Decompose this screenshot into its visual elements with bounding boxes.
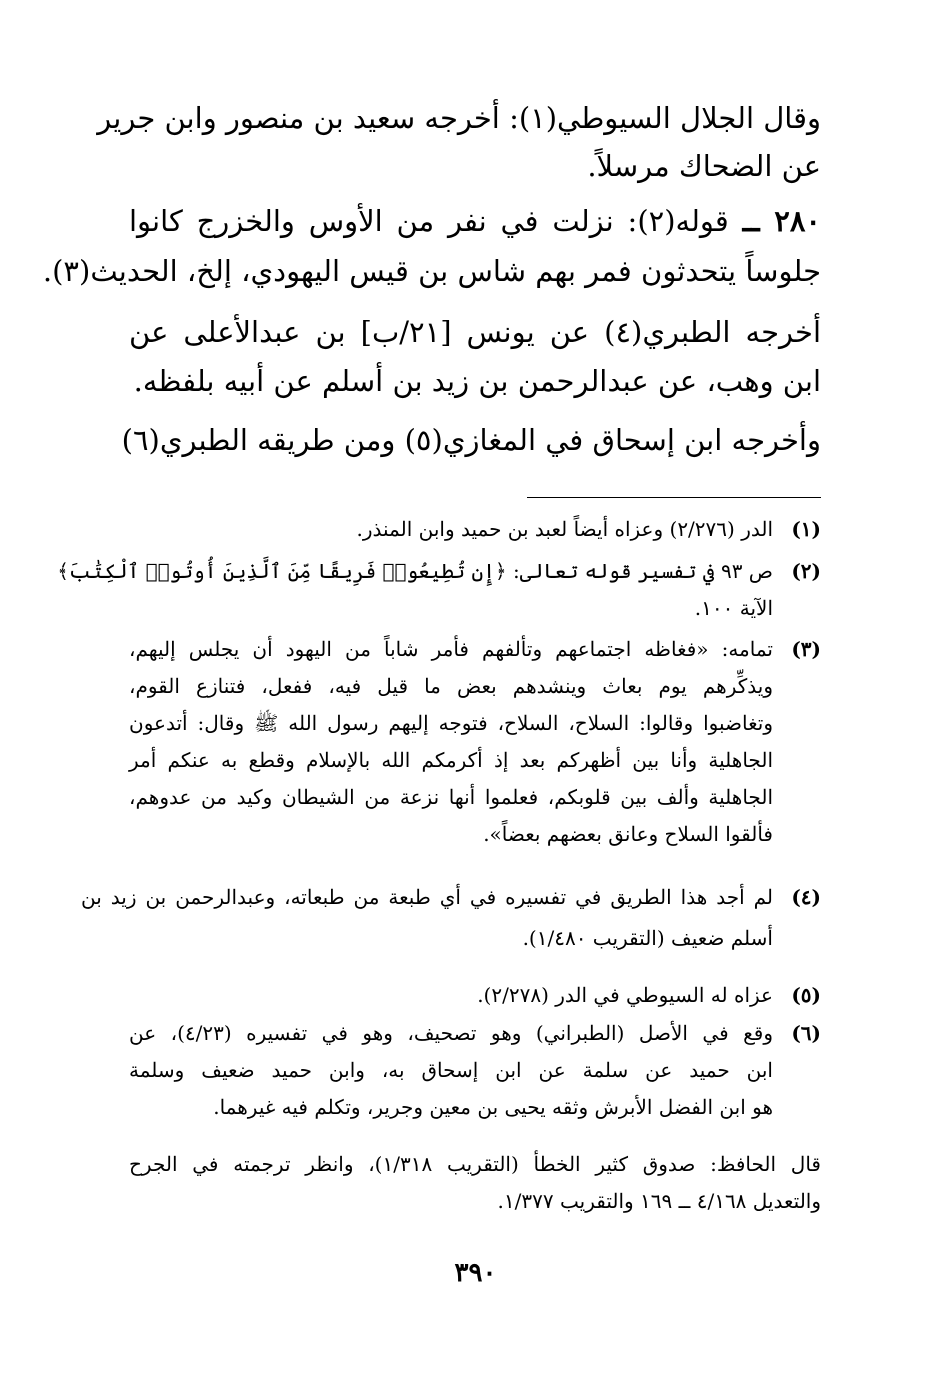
footnote-6-number: (٦): [791, 1021, 821, 1045]
footnote-4-line-1: لم أجد هذا الطريق في تفسيره في أي طبعة من طبعاته، وعبدالرحمن بن زيد بن: [81, 885, 773, 909]
footnote-6-paragraph-2-line-1: قال الحافظ: صدوق كثير الخطأ (التقريب ١/٣١٨)، وانظر ترجمته في الجرح: [129, 1152, 821, 1176]
footnote-3-line-5: الجاهلية وألف بين قلوبكم، فعلموا أنها نزعة من الشيطان وكيد من عدوهم،: [129, 785, 773, 809]
footnote-2-line-2: الآية ١٠٠.: [694, 596, 773, 620]
footnote-6-paragraph-2-line-2: والتعديل ٤/١٦٨ ــ ١٦٩ والتقريب ١/٣٧٧.: [497, 1189, 821, 1213]
main-paragraph-3-line-2: ابن وهب، عن عبدالرحمن بن زيد بن أسلم عن أبيه بلفظه.: [133, 364, 821, 398]
entry-text: قوله(٢): نزلت في نفر من الأوس والخزرج كانوا: [129, 204, 729, 238]
footnote-2-line-1: ص ٩٣ في تفسير قوله تعالى: ﴿إِن تُطِيعُوا۟ فَرِيقًا مِّنَ ٱلَّذِينَ أُوتُوا۟ ٱلْكِتَٰبَ﴾: [57, 559, 773, 583]
footnote-4-line-2: أسلم ضعيف (التقريب ١/٤٨٠).: [522, 926, 773, 950]
footnote-6-line-1: وقع في الأصل (الطبراني) وهو تصحيف، وهو في تفسيره (٤/٢٣)، عن: [129, 1021, 773, 1045]
footnote-separator: [527, 497, 821, 498]
footnote-1-line-1: الدر (٢/٢٧٦) وعزاه أيضاً لعبد بن حميد وابن المنذر.: [356, 517, 773, 541]
footnote-3-line-4: الجاهلية وأنا بين أظهركم بعد إذ أكرمكم الله بالإسلام وقطع به عنكم أمر: [129, 748, 773, 772]
footnote-3-line-1: تمامه: «فغاظه اجتماعهم وتألفهم فأمر شاباً من اليهود أن يجلس إليهم،: [129, 637, 773, 661]
entry-number: ٢٨٠ ــ: [742, 204, 821, 238]
main-paragraph-2-line-1: [129, 199, 821, 243]
footnote-6-line-2: ابن حميد عن سلمة عن ابن إسحاق به، وابن حميد ضعيف وسلمة: [129, 1058, 773, 1082]
footnote-5-line-1: عزاه له السيوطي في الدر (٢/٢٧٨).: [477, 983, 773, 1007]
main-paragraph-1-line-1: وقال الجلال السيوطي(١): أخرجه سعيد بن منصور وابن جرير: [97, 101, 821, 135]
footnote-2-number: (٢): [791, 559, 821, 583]
footnote-3-line-3: وتغاضبوا وقالوا: السلاح، السلاح، فتوجه إليهم رسول الله ﷺ وقال: أتدعون: [129, 711, 773, 735]
footnote-4-number: (٤): [791, 885, 821, 909]
footnote-3-line-2: ويذكِّرهم يوم بعاث وينشدهم بعض ما قيل فيه، ففعل، فتنازع القوم،: [129, 674, 773, 698]
footnote-3-line-6: فألقوا السلاح وعانق بعضهم بعضاً».: [483, 822, 773, 846]
footnote-6-line-3: هو ابن الفضل الأبرش وثقه يحيى بن معين وجرير، وتكلم فيه غيرهما.: [213, 1095, 773, 1119]
main-paragraph-3-line-1: أخرجه الطبري(٤) عن يونس [٢١/ب] بن عبدالأعلى عن: [129, 315, 822, 349]
footnote-1-number: (١): [791, 517, 821, 541]
footnote-5-number: (٥): [791, 983, 821, 1007]
main-paragraph-1-line-2: عن الضحاك مرسلاً.: [587, 149, 821, 183]
main-paragraph-4-line-1: وأخرجه ابن إسحاق في المغازي(٥) ومن طريقه الطبري(٦): [121, 423, 821, 457]
page-number: ٣٩٠: [454, 1258, 497, 1288]
main-paragraph-2-line-2: جلوساً يتحدثون فمر بهم شاس بن قيس اليهودي، إلخ، الحديث(٣).: [42, 254, 821, 288]
footnote-3-number: (٣): [791, 637, 821, 661]
